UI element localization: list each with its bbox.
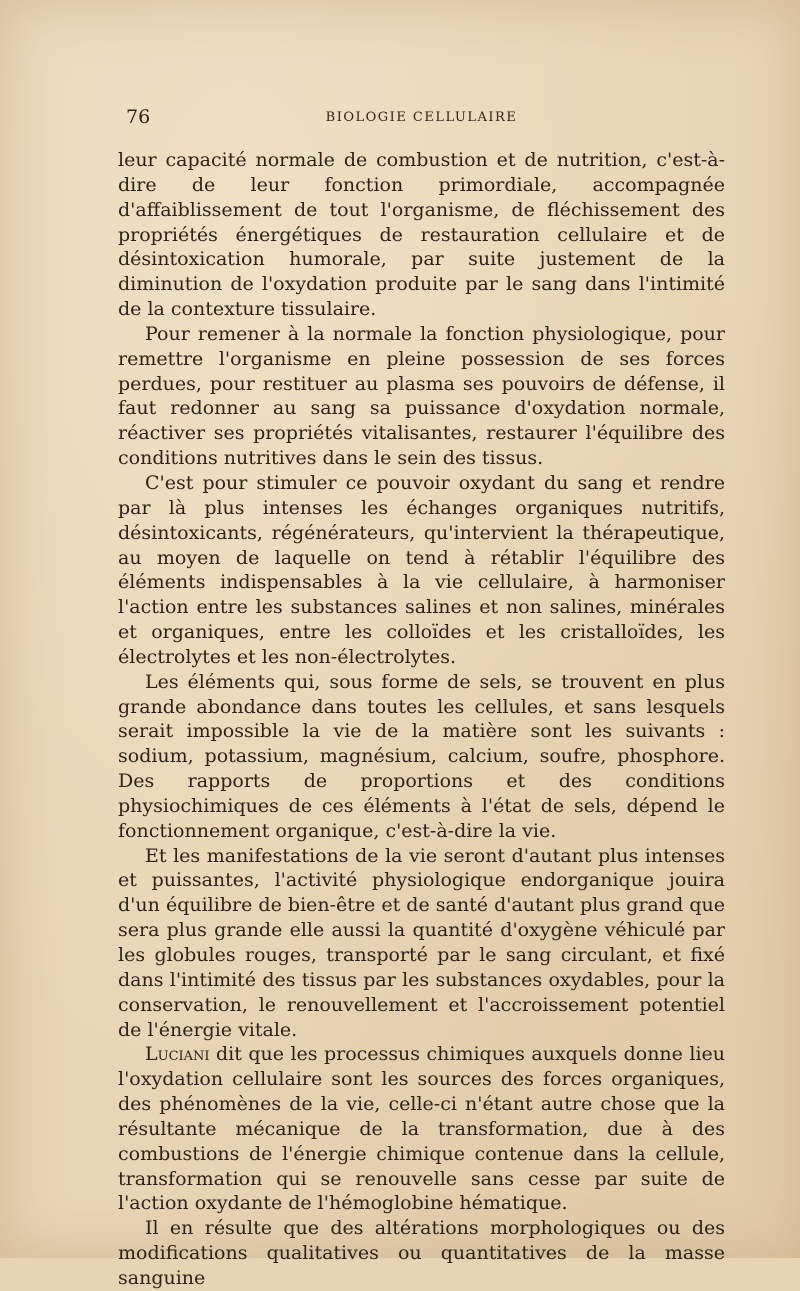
- paragraph-7: Il en résulte que des altérations morphologiques ou des modifications qualitatives ou quantitatives de la masse sanguine: [118, 1217, 725, 1289]
- paragraph-3: C'est pour stimuler ce pouvoir oxydant du sang et rendre par là plus intenses les échanges organiques nutritifs, désintoxicants, régénérateurs, qu'intervient la thérapeutique, au moyen de laquelle on tend à rétablir l'équilibre des éléments indispensables à la vie cellulaire, à harmoniser l'action entre les substances salines et non salines, minérales et organiques, entre les colloïdes et les cristalloïdes, les électrolytes et les non-électrolytes.: [118, 471, 725, 668]
- paragraph-6: [118, 1042, 725, 1216]
- paragraph-5: Et les manifestations de la vie seront d'autant plus intenses et puissantes, l'activité physiologique endorganique jouira d'un équilibre de bien-être et de santé d'autant plus grand que sera plus grande elle aussi la quantité d'oxygène véhiculé par les globules rouges, transporté par le sang circulant, et fixé dans l'intimité des tissus par les substances oxydables, pour la conservation, le renouvellement et l'accroissement potentiel de l'énergie vitale.: [118, 844, 725, 1041]
- paragraph-6-text: dit que les processus chimiques auxquels donne lieu l'oxydation cellulaire sont les sources des forces organiques, des phénomènes de la vie, celle-ci n'étant autre chose que la résultante mécanique de la transformation, due à des combustions de l'énergie chimique contenue dans la cellule, transformation qui se renouvelle sans cesse par suite de l'action oxydante de l'hémoglobine hématique.: [118, 1043, 725, 1215]
- cited-author: Luciani: [145, 1043, 210, 1066]
- running-title: BIOLOGIE CELLULAIRE: [325, 110, 518, 125]
- paragraph-4: Les éléments qui, sous forme de sels, se trouvent en plus grande abondance dans toutes les cellules, et sans lesquels serait impossible la vie de la matière sont les suivants : sodium, potassium, magnésium, calcium, soufre, phosphore. Des rapports de proportions et des conditions physiochimiques de ces éléments à l'état de sels, dépend le fonctionnement organique, c'est-à-dire la vie.: [118, 670, 725, 842]
- page-number: 76: [126, 106, 151, 128]
- paragraph-1: leur capacité normale de combustion et de nutrition, c'est-à-dire de leur fonction primordiale, accompagnée d'affaiblissement de tout l'organisme, de fléchissement des propriétés énergétiques de restauration cellulaire et de désintoxication humorale, par suite justement de la diminution de l'oxydation produite par le sang dans l'intimité de la contexture tissulaire.: [118, 149, 725, 321]
- page-header: [118, 104, 725, 130]
- paragraph-2: Pour remener à la normale la fonction physiologique, pour remettre l'organisme en pleine possession de ses forces perdues, pour restituer au plasma ses pouvoirs de défense, il faut redonner au sang sa puissance d'oxydation normale, réactiver ses propriétés vitalisantes, restaurer l'équilibre des conditions nutritives dans le sein des tissus.: [118, 322, 725, 470]
- body-text: [118, 148, 725, 1291]
